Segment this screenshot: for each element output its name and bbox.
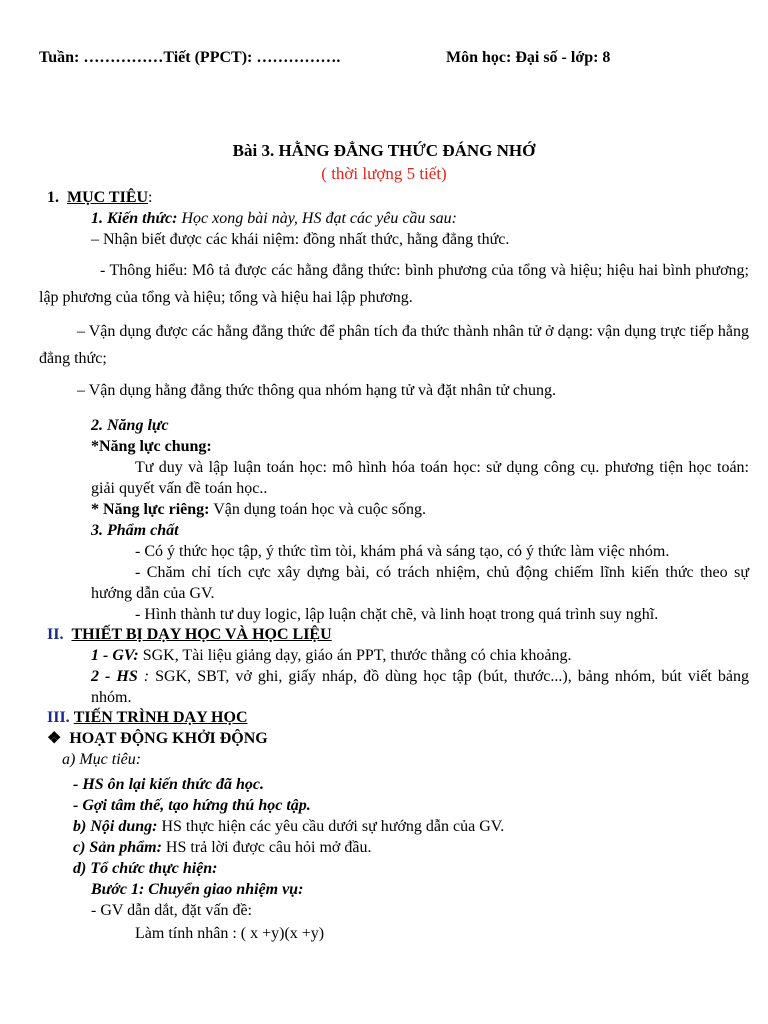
khoi-dong-heading <box>47 728 268 749</box>
kien-thuc-text: Học xong bài này, HS đạt các yêu cầu sau: <box>177 210 457 227</box>
van-dung-1-paragraph: – Vận dụng được các hằng đẳng thức để phân tích đa thức thành nhân tử ở dạng: vận dụng trực tiếp hằng đẳng thức; <box>39 323 749 367</box>
page-subtitle: ( thời lượng 5 tiết) <box>321 164 447 183</box>
section-1-heading <box>47 187 153 208</box>
pham-chat-item-3: - Hình thành tư duy logic, lập luận chặt chẽ, và linh hoạt trong quá trình suy nghĩ. <box>135 606 659 623</box>
san-pham-text: HS trả lời được câu hỏi mở đầu. <box>161 839 372 856</box>
section-1-number: 1. <box>47 189 59 206</box>
van-dung-2-text: – Vận dụng hằng đẳng thức thông qua nhóm hạng tử và đặt nhân tử chung. <box>77 382 556 399</box>
muc-tieu-item-2: - Gợi tâm thế, tạo hứng thú học tập. <box>73 797 311 814</box>
nang-luc-chung-label: *Năng lực chung: <box>91 438 212 455</box>
noi-dung-text: HS thực hiện các yêu cầu dưới sự hướng dẫn của GV. <box>157 818 505 835</box>
kien-thuc-line <box>91 208 457 229</box>
page-title: Bài 3. HẰNG ĐẲNG THỨC ĐÁNG NHỚ <box>232 141 536 160</box>
section-3-number: III. <box>47 709 70 726</box>
gv-equipment-line <box>91 645 571 666</box>
diamond-bullet-icon: ❖ <box>47 730 62 747</box>
gv-dan-dat-text: - GV dẫn dắt, đặt vấn đề: <box>91 902 252 919</box>
nang-luc-chung-paragraph: Tư duy và lập luận toán học: mô hình hóa toán học: sử dụng công cụ. phương tiện học toán: giải quyết vấn đề toán học.. <box>91 459 749 497</box>
section-1-colon: : <box>148 189 153 206</box>
hs-text: SGK, SBT, vở ghi, giấy nháp, đồ dùng học tập (bút, thước...), bảng nhóm, bút viết bảng nhóm. <box>91 668 750 706</box>
hs-label: 2 - HS <box>91 668 138 685</box>
lam-tinh-nhan-text: Làm tính nhân : ( x +y)(x +y) <box>135 925 325 942</box>
nang-luc-rieng-line <box>91 499 426 520</box>
san-pham-label: c) Sản phẩm: <box>73 839 162 856</box>
pham-chat-item-1: - Có ý thức học tập, ý thức tìm tòi, khám phá và sáng tạo, có ý thức làm việc nhóm. <box>135 543 670 560</box>
noi-dung-label: b) Nội dung: <box>73 818 158 835</box>
gv-text: SGK, Tài liệu giảng dạy, giáo án PPT, thước thẳng có chia khoảng. <box>138 647 572 664</box>
section-3-title: TIẾN TRÌNH DẠY HỌC <box>73 709 248 726</box>
muc-tieu-item-1: - HS ôn lại kiến thức đã học. <box>73 776 264 793</box>
section-3-heading <box>47 707 248 728</box>
gv-label: 1 - GV: <box>91 647 139 664</box>
section-2-title: THIẾT BỊ DẠY HỌC VÀ HỌC LIỆU <box>71 626 332 643</box>
nang-luc-heading: 2. Năng lực <box>91 417 169 434</box>
noi-dung-line <box>73 816 504 837</box>
header-week-period: Tuần: ……………Tiết (PPCT): ……………. <box>39 49 341 66</box>
nang-luc-rieng-label: * Năng lực riêng: <box>91 501 210 518</box>
pham-chat-heading: 3. Phẩm chất <box>91 522 179 539</box>
hs-equipment-paragraph <box>91 666 749 708</box>
san-pham-line <box>73 837 371 858</box>
nang-luc-rieng-text: Vận dụng toán học và cuộc sống. <box>209 501 427 518</box>
nhan-biet-text: – Nhận biết được các khái niệm: đồng nhất thức, hằng đẳng thức. <box>91 231 510 248</box>
to-chuc-label: d) Tổ chức thực hiện: <box>73 860 218 877</box>
muc-tieu-label: a) Mục tiêu: <box>62 751 142 768</box>
hs-colon: : <box>137 668 150 685</box>
kien-thuc-label: 1. Kiến thức: <box>91 210 178 227</box>
pham-chat-item-2: - Chăm chỉ tích cực xây dựng bài, có trách nhiệm, chủ động chiếm lĩnh kiến thức theo sự hướng dẫn của GV. <box>91 564 749 602</box>
section-1-title: MỤC TIÊU <box>67 189 149 206</box>
khoi-dong-title: HOẠT ĐỘNG KHỞI ĐỘNG <box>69 730 268 747</box>
header-subject: Môn học: Đại số - lớp: 8 <box>446 49 611 66</box>
section-2-number: II. <box>47 626 64 643</box>
thong-hieu-paragraph: - Thông hiểu: Mô tả được các hằng đẳng thức: bình phương của tổng và hiệu; hiệu hai bình phương; lập phương của tổng và hiệu; tổng và hiệu hai lập phương. <box>39 262 749 306</box>
section-2-heading <box>47 624 332 645</box>
buoc-1-label: Bước 1: Chuyển giao nhiệm vụ: <box>91 881 304 898</box>
